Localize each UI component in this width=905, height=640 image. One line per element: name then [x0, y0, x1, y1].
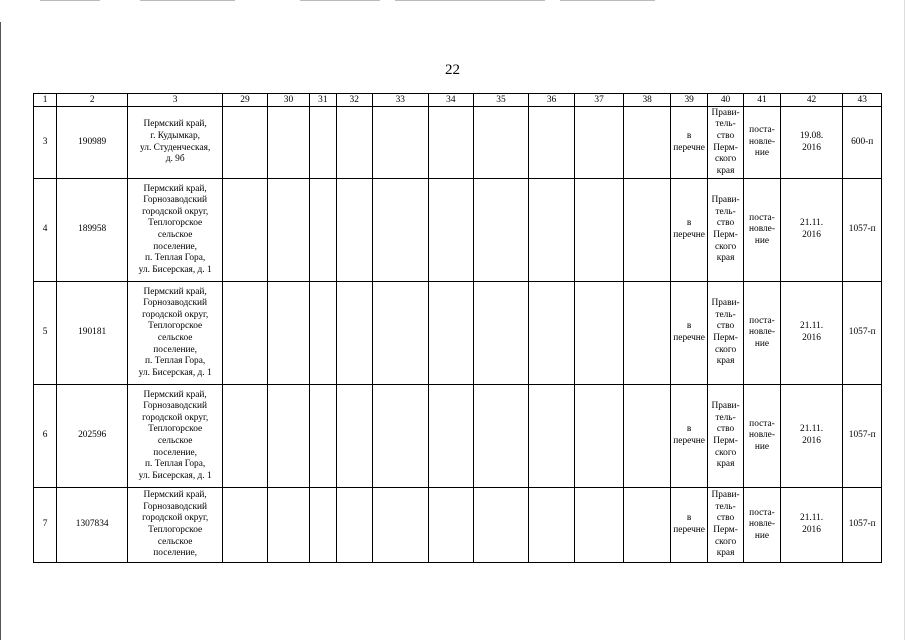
- empty-cell: [372, 488, 428, 563]
- empty-cell: [267, 385, 310, 488]
- empty-cell: [267, 488, 310, 563]
- empty-cell: [267, 179, 310, 282]
- object-id-cell: 189958: [57, 179, 128, 282]
- empty-cell: [372, 107, 428, 179]
- document-date-cell: 21.11. 2016: [780, 282, 843, 385]
- document-type-cell: поста- новле- ние: [744, 179, 780, 282]
- status-cell: в перечне: [671, 179, 707, 282]
- address-cell: Пермский край, Горнозаводский городской округ, Теплогорское сельское поселение, п. Теплая Гора, ул. Бисерская, д. 1: [128, 179, 223, 282]
- empty-cell: [428, 179, 474, 282]
- column-header: 33: [372, 94, 428, 107]
- authority-cell: Прави- тель- ство Перм- ского края: [707, 282, 743, 385]
- document-number-cell: 600-п: [843, 107, 882, 179]
- address-cell: Пермский край, г. Кудымкар, ул. Студенческая, д. 9б: [128, 107, 223, 179]
- empty-cell: [575, 179, 624, 282]
- object-id-cell: 190989: [57, 107, 128, 179]
- object-id-cell: 1307834: [57, 488, 128, 563]
- empty-cell: [310, 107, 336, 179]
- empty-cell: [623, 385, 671, 488]
- empty-cell: [474, 488, 529, 563]
- column-header: 32: [336, 94, 372, 107]
- column-header: 40: [707, 94, 743, 107]
- empty-cell: [223, 488, 268, 563]
- row-number-cell: 4: [34, 179, 57, 282]
- document-date-cell: 21.11. 2016: [780, 488, 843, 563]
- page-left-edge: [0, 22, 1, 640]
- column-header: 31: [310, 94, 336, 107]
- empty-cell: [336, 488, 372, 563]
- empty-cell: [223, 107, 268, 179]
- column-header: 30: [267, 94, 310, 107]
- empty-cell: [474, 107, 529, 179]
- row-number-cell: 5: [34, 282, 57, 385]
- table-row: [34, 179, 882, 282]
- authority-cell: Прави- тель- ство Перм- ского края: [707, 385, 743, 488]
- empty-cell: [336, 282, 372, 385]
- empty-cell: [310, 179, 336, 282]
- authority-cell: Прави- тель- ство Перм- ского края: [707, 107, 743, 179]
- empty-cell: [428, 282, 474, 385]
- document-date-cell: 19.08. 2016: [780, 107, 843, 179]
- empty-cell: [623, 179, 671, 282]
- empty-cell: [310, 282, 336, 385]
- empty-cell: [428, 488, 474, 563]
- empty-cell: [623, 282, 671, 385]
- empty-cell: [336, 385, 372, 488]
- document-type-cell: поста- новле- ние: [744, 107, 780, 179]
- empty-cell: [428, 107, 474, 179]
- document-date-cell: 21.11. 2016: [780, 179, 843, 282]
- empty-cell: [267, 282, 310, 385]
- authority-cell: Прави- тель- ство Перм- ского края: [707, 179, 743, 282]
- empty-cell: [474, 179, 529, 282]
- status-cell: в перечне: [671, 385, 707, 488]
- empty-cell: [623, 488, 671, 563]
- address-cell: Пермский край, Горнозаводский городской округ, Теплогорское сельское поселение, п. Теплая Гора, ул. Бисерская, д. 1: [128, 282, 223, 385]
- empty-cell: [223, 179, 268, 282]
- column-header: 41: [744, 94, 780, 107]
- empty-cell: [528, 488, 575, 563]
- empty-cell: [575, 488, 624, 563]
- column-header: 3: [128, 94, 223, 107]
- column-header: 43: [843, 94, 882, 107]
- document-number-cell: 1057-п: [843, 385, 882, 488]
- column-header: 37: [575, 94, 624, 107]
- page-number: 22: [445, 62, 460, 78]
- table-body: [34, 94, 882, 563]
- document-type-cell: поста- новле- ние: [744, 488, 780, 563]
- empty-cell: [428, 385, 474, 488]
- object-id-cell: 190181: [57, 282, 128, 385]
- column-header: 34: [428, 94, 474, 107]
- empty-cell: [528, 282, 575, 385]
- empty-cell: [575, 282, 624, 385]
- column-header: 35: [474, 94, 529, 107]
- empty-cell: [575, 385, 624, 488]
- column-header: 2: [57, 94, 128, 107]
- document-number-cell: 1057-п: [843, 179, 882, 282]
- empty-cell: [310, 488, 336, 563]
- row-number-cell: 6: [34, 385, 57, 488]
- address-cell: Пермский край, Горнозаводский городской округ, Теплогорское сельское поселение, п. Теплая Гора, ул. Бисерская, д. 1: [128, 385, 223, 488]
- column-number-row: [34, 94, 882, 107]
- document-date-cell: 21.11. 2016: [780, 385, 843, 488]
- column-header: 38: [623, 94, 671, 107]
- document-type-cell: поста- новле- ние: [744, 282, 780, 385]
- empty-cell: [372, 282, 428, 385]
- empty-cell: [310, 385, 336, 488]
- registry-table: [33, 93, 882, 563]
- scan-artifact: [0, 0, 905, 2]
- table-row: [34, 488, 882, 563]
- column-header: 29: [223, 94, 268, 107]
- table-row: [34, 385, 882, 488]
- empty-cell: [336, 107, 372, 179]
- table-row: [34, 107, 882, 179]
- empty-cell: [267, 107, 310, 179]
- empty-cell: [528, 107, 575, 179]
- empty-cell: [528, 385, 575, 488]
- status-cell: в перечне: [671, 107, 707, 179]
- empty-cell: [372, 179, 428, 282]
- empty-cell: [474, 282, 529, 385]
- status-cell: в перечне: [671, 282, 707, 385]
- empty-cell: [623, 107, 671, 179]
- address-cell: Пермский край, Горнозаводский городской округ, Теплогорское сельское поселение,: [128, 488, 223, 563]
- column-header: 42: [780, 94, 843, 107]
- empty-cell: [575, 107, 624, 179]
- column-header: 1: [34, 94, 57, 107]
- document-type-cell: поста- новле- ние: [744, 385, 780, 488]
- empty-cell: [223, 282, 268, 385]
- column-header: 39: [671, 94, 707, 107]
- column-header: 36: [528, 94, 575, 107]
- empty-cell: [528, 179, 575, 282]
- empty-cell: [223, 385, 268, 488]
- row-number-cell: 3: [34, 107, 57, 179]
- object-id-cell: 202596: [57, 385, 128, 488]
- authority-cell: Прави- тель- ство Перм- ского края: [707, 488, 743, 563]
- empty-cell: [372, 385, 428, 488]
- empty-cell: [336, 179, 372, 282]
- empty-cell: [474, 385, 529, 488]
- document-number-cell: 1057-п: [843, 488, 882, 563]
- document-number-cell: 1057-п: [843, 282, 882, 385]
- row-number-cell: 7: [34, 488, 57, 563]
- status-cell: в перечне: [671, 488, 707, 563]
- table-row: [34, 282, 882, 385]
